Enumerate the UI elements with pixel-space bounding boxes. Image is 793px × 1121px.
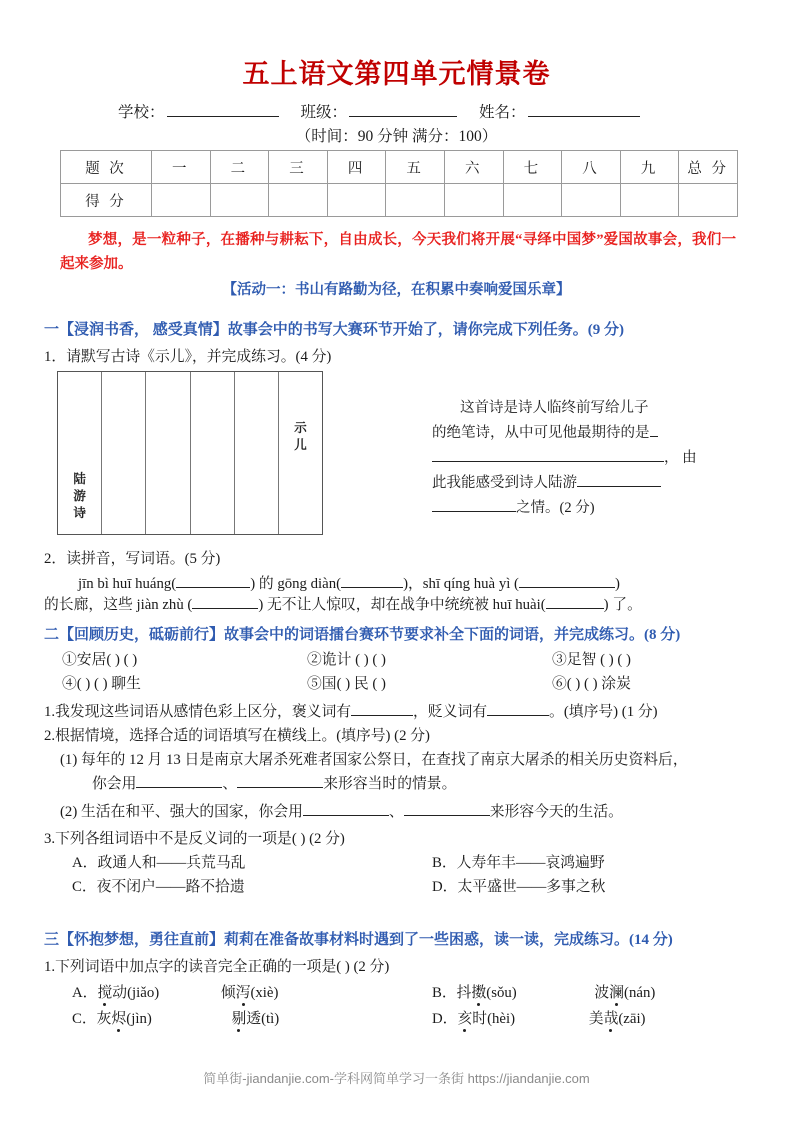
s3q1-d-word1-dotted-char: 亥 <box>457 1007 472 1028</box>
score-cell-total[interactable] <box>679 184 738 217</box>
word-item-4[interactable]: ④( ) ( ) 聊生 <box>62 676 141 692</box>
section-3-question-1: 1.下列词语中加点字的读音完全正确的一项是( ) (2 分) <box>44 959 390 975</box>
pinyin-word-4: 的长廊，这些 jiàn zhù ( <box>44 597 193 613</box>
s2q2-2-text-b: 、 <box>388 804 404 820</box>
poem-note-line-4: 此我能感受到诗人陆游 <box>432 475 577 491</box>
s3q1-c-tag: C． <box>72 1011 97 1027</box>
poem-grid-column-6[interactable] <box>279 372 322 534</box>
s3q1-b-word1-prefix: 抖 <box>456 985 472 1001</box>
name-label: 姓名： <box>479 104 526 121</box>
s3q1-c-word1-prefix: 灰 <box>96 1011 112 1027</box>
activity-banner: 【活动一：书山有路勤为径，在积累中奏响爱国乐章】 <box>222 282 571 298</box>
col-header-9: 九 <box>620 151 679 184</box>
s2q2-2-blank-2[interactable] <box>404 802 490 816</box>
s2q2-sub-2-line <box>60 800 623 821</box>
section-2-heading: 二【回顾历史，砥砺前行】故事会中的词语擂台赛环节要求补全下面的词语，并完成练习。(8 分) <box>44 627 681 643</box>
poem-note-paragraph <box>432 396 702 521</box>
score-cell-7[interactable] <box>503 184 562 217</box>
score-cell-1[interactable] <box>152 184 211 217</box>
pinyin-line-2 <box>44 593 642 614</box>
poem-note-line-5-tail: 之情。(2 分) <box>516 500 595 516</box>
s3q1-d-word2-dotted-char: 哉 <box>604 1007 619 1028</box>
row-label-question: 题 次 <box>61 151 152 184</box>
school-label: 学校： <box>118 104 165 121</box>
score-cell-5[interactable] <box>386 184 445 217</box>
s3q1-b-word1-dotted-char: 擞 <box>471 981 486 1002</box>
s3q1-d-word2-prefix: 美 <box>588 1011 604 1027</box>
s2q3-option-a[interactable]: A．政通人和——兵荒马乱 <box>72 855 246 871</box>
s3q1-d-tag: D． <box>432 1011 458 1027</box>
s2q2-sub-1-line-1: (1) 每年的 12 月 13 日是南京大屠杀死难者国家公祭日，在查找了南京大屠杀的相关历史资料后， <box>60 752 688 768</box>
word-item-1[interactable]: ①安居( ) ( ) <box>62 652 138 668</box>
s3q1-b-word2-dotted-char: 澜 <box>609 981 624 1002</box>
s3q1-a-tag: A． <box>72 985 98 1001</box>
poem-grid-column-3[interactable] <box>146 372 190 534</box>
s3q1-d-word1-pinyin: (hèi) <box>487 1011 516 1027</box>
s3q1-a-word2-pinyin: (xiè) <box>250 985 279 1001</box>
s2q3-option-d[interactable]: D．太平盛世——多事之秋 <box>432 879 606 895</box>
s2q2-2-blank-1[interactable] <box>303 802 389 816</box>
score-cell-4[interactable] <box>327 184 386 217</box>
s3q1-option-b[interactable] <box>432 981 772 1002</box>
pinyin-answer-blank-1[interactable] <box>176 574 250 588</box>
poem-grid-column-1[interactable] <box>58 372 102 534</box>
word-fill-row-1 <box>62 648 762 669</box>
pinyin-word-2: ) 的 gōng diàn( <box>250 576 342 592</box>
poem-writing-grid[interactable] <box>57 371 323 535</box>
col-header-5: 五 <box>386 151 445 184</box>
section-1-question-2: 2．读拼音，写词语。(5 分) <box>44 551 221 567</box>
poem-grid-column-4[interactable] <box>191 372 235 534</box>
poem-note-line-2: 的绝笔诗，从中可见他最期待的是 <box>432 425 650 441</box>
poem-author-vertical: 陆 游 诗 <box>73 472 86 520</box>
poem-note-line-1: 这首诗是诗人临终前写给儿子 <box>460 400 649 416</box>
s3q1-c-word1-dotted-char: 烬 <box>111 1007 126 1028</box>
col-header-3: 三 <box>269 151 328 184</box>
s2q3-option-c[interactable]: C．夜不闭户——路不拾遗 <box>72 879 245 895</box>
table-row-scores <box>61 184 738 217</box>
class-input-blank[interactable] <box>349 102 457 117</box>
score-cell-9[interactable] <box>620 184 679 217</box>
s3q1-c-word2-pinyin: (tì) <box>261 1011 280 1027</box>
score-table <box>60 150 738 217</box>
s2q2-1-blank-2[interactable] <box>237 774 323 788</box>
section-2-question-1 <box>44 700 658 721</box>
poem-note-blank-1a[interactable] <box>650 423 658 437</box>
s3q1-b-tag: B． <box>432 985 457 1001</box>
col-header-total: 总 分 <box>679 151 738 184</box>
pinyin-word-1: jīn bì huī huáng( <box>78 576 177 592</box>
score-cell-3[interactable] <box>269 184 328 217</box>
s2q1-text-c: 。(填序号) (1 分) <box>549 704 658 720</box>
col-header-6: 六 <box>444 151 503 184</box>
word-fill-row-2 <box>62 672 762 693</box>
col-header-2: 二 <box>210 151 269 184</box>
s3q1-c-word1-pinyin: (jìn) <box>126 1011 152 1027</box>
pinyin-word-5: ) 无不让人惊叹，却在战争中统统被 huī huài( <box>258 597 546 613</box>
s2q1-text-b: ，贬义词有 <box>413 704 488 720</box>
pinyin-answer-blank-3[interactable] <box>519 574 615 588</box>
poem-grid-column-5[interactable] <box>235 372 279 534</box>
s2q2-sub-1-line-2 <box>92 772 456 793</box>
s3q1-option-d[interactable] <box>432 1007 772 1028</box>
s2q2-1-text-b: 、 <box>222 776 238 792</box>
poem-title-vertical: 示 儿 <box>294 421 307 452</box>
s2q1-text-a: 1.我发现这些词语从感情色彩上区分，褒义词有 <box>44 704 352 720</box>
score-cell-6[interactable] <box>444 184 503 217</box>
s3q1-b-word1-pinyin: (sǒu) <box>486 985 517 1001</box>
s3q1-d-word1-post: 时 <box>472 1011 488 1027</box>
poem-note-blank-1b[interactable] <box>432 448 664 462</box>
pinyin-answer-blank-5[interactable] <box>546 595 604 609</box>
word-item-5[interactable]: ⑤国( ) 民 ( ) <box>307 676 386 692</box>
score-cell-8[interactable] <box>562 184 621 217</box>
pinyin-line-1 <box>78 572 620 593</box>
row-label-score: 得 分 <box>61 184 152 217</box>
footer-watermark: 简单街-jiandanjie.com-学科网简单学习一条街 https://jiandanjie.com <box>203 1071 590 1086</box>
school-input-blank[interactable] <box>167 102 279 117</box>
name-input-blank[interactable] <box>528 102 640 117</box>
table-row-question-numbers <box>61 151 738 184</box>
section-3-heading: 三【怀抱梦想，勇往直前】莉莉在准备故事材料时遇到了一些困惑，读一读，完成练习。(14 分) <box>44 932 673 948</box>
s3q1-a-word1-pinyin: (jiǎo) <box>127 985 160 1001</box>
word-item-3[interactable]: ③足智 ( ) ( ) <box>552 652 631 668</box>
pinyin-answer-blank-2[interactable] <box>341 574 403 588</box>
s3q1-option-c[interactable] <box>72 1007 432 1028</box>
section-2-question-2: 2.根据情境，选择合适的词语填写在横线上。(填序号) (2 分) <box>44 728 430 744</box>
page-title: 五上语文第四单元情景卷 <box>242 59 551 89</box>
s3q1-c-word2-dotted-char: 剔 <box>231 1007 246 1028</box>
s3q1-a-word2-dotted-char: 泻 <box>236 981 251 1002</box>
s2q2-2-text-c: 来形容今天的生活。 <box>489 804 623 820</box>
s3q1-d-word2-pinyin: (zāi) <box>618 1011 646 1027</box>
section-1-heading: 一【浸润书香， 感受真情】故事会中的书写大赛环节开始了，请你完成下列任务。(9 分) <box>44 322 624 338</box>
s3q1-a-word1-dotted-char: 搅 <box>97 981 112 1002</box>
s3q1-b-word2-prefix: 波 <box>594 985 610 1001</box>
col-header-8: 八 <box>562 151 621 184</box>
s2q1-blank-1[interactable] <box>351 702 413 716</box>
section-1-question-1: 1．请默写古诗《示儿》，并完成练习。(4 分) <box>44 349 332 365</box>
pinyin-answer-blank-4[interactable] <box>192 595 258 609</box>
word-item-2[interactable]: ②诡计 ( ) ( ) <box>307 652 386 668</box>
time-score-note: （时间：90 分钟 满分：100） <box>295 128 498 145</box>
s3q1-a-word2-prefix: 倾 <box>220 985 236 1001</box>
section-2-question-3: 3.下列各组词语中不是反义词的一项是( ) (2 分) <box>44 831 345 847</box>
pinyin-word-3: )，shī qíng huà yì ( <box>403 576 519 592</box>
s2q2-1-blank-1[interactable] <box>136 774 222 788</box>
s2q2-2-text-a: (2) 生活在和平、强大的国家，你会用 <box>60 804 303 820</box>
s3q1-option-row-2 <box>72 1007 772 1028</box>
s2q1-blank-2[interactable] <box>487 702 549 716</box>
score-cell-2[interactable] <box>210 184 269 217</box>
s3q1-a-word1-post: 动 <box>112 985 128 1001</box>
poem-note-blank-2a[interactable] <box>577 473 661 487</box>
intro-paragraph: 梦想，是一粒种子，在播种与耕耘下，自由成长，今天我们将开展“寻绎中国梦”爱国故事会，我们一起来参加。 <box>60 232 736 272</box>
s3q1-b-word2-pinyin: (nán) <box>624 985 656 1001</box>
word-item-6[interactable]: ⑥( ) ( ) 涂炭 <box>552 676 631 692</box>
poem-note-blank-2b[interactable] <box>432 498 516 512</box>
s2q3-option-row-1 <box>72 851 772 872</box>
s2q3-option-row-2 <box>72 875 772 896</box>
col-header-1: 一 <box>152 151 211 184</box>
poem-note-line-3-tail: ， 由 <box>664 450 697 466</box>
pinyin-tail-2: ) 了。 <box>603 597 642 613</box>
identity-line <box>118 100 698 122</box>
s3q1-option-row-1 <box>72 981 772 1002</box>
s2q3-option-b[interactable]: B．人寿年丰——哀鸿遍野 <box>432 855 605 871</box>
col-header-4: 四 <box>327 151 386 184</box>
poem-grid-column-2[interactable] <box>102 372 146 534</box>
class-label: 班级： <box>300 104 348 121</box>
s3q1-c-word2-post: 透 <box>246 1011 262 1027</box>
s2q2-1-text-a: 你会用 <box>92 776 137 792</box>
s3q1-option-a[interactable] <box>72 981 432 1002</box>
pinyin-tail-1: ) <box>614 576 620 592</box>
s2q2-1-text-c: 来形容当时的情景。 <box>323 776 457 792</box>
col-header-7: 七 <box>503 151 562 184</box>
